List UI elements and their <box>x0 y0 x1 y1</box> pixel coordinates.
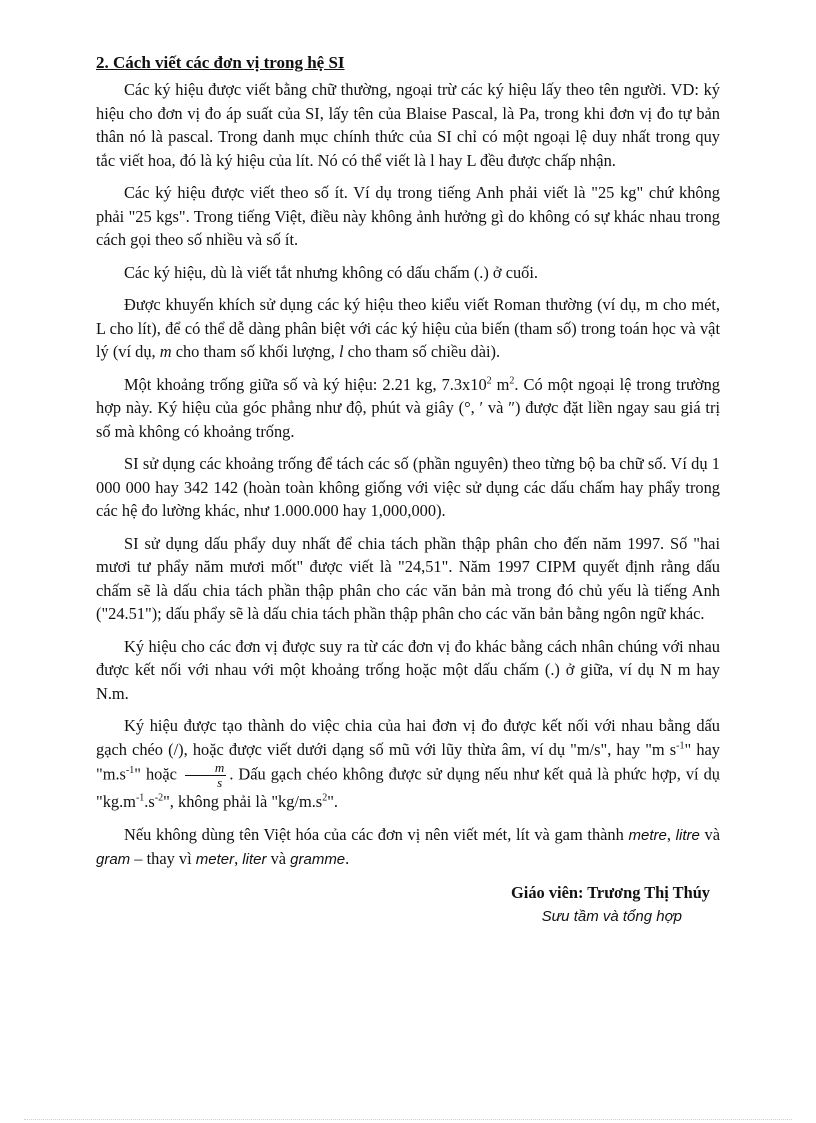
text-run: , <box>666 824 676 844</box>
paragraph-capitalization: Các ký hiệu được viết bằng chữ thường, ngoại trừ các ký hiệu lấy theo tên người. VD: ký hiệu cho đơn vị đo áp suất của SI, lấy tên của Blaise Pascal, là Pa, trong khi đơn vị đo tự bản thân nó là pascal. Trong danh mục chính thức của SI chỉ có một ngoại lệ duy nhất trong quy tắc viết hoa, đó là ký hiệu của lít. Nó có thể viết là l hay L đều được chấp nhận. <box>96 80 720 170</box>
text-run: ", không phải là "kg/m.s <box>163 792 323 811</box>
paragraph-digit-groups: SI sử dụng các khoảng trống để tách các số (phần nguyên) theo từng bộ ba chữ số. Ví dụ 1 000 000 hay 342 142 (hoàn toàn không giống với việc sử dụng các dấu chấm hay phẩy trong các hệ đo lường khác, như 1.000.000 hay 1,000,000). <box>96 454 720 520</box>
compiled-note: Sưu tầm và tổng hợp <box>541 907 682 925</box>
paragraph-spelling <box>96 823 720 872</box>
text-run: Được khuyến khích sử dụng các ký hiệu theo kiểu viết Roman thường (ví dụ, m cho mét, L cho lít), để có thể dễ dàng phân biệt với các ký hiệu của biến (tham số) trong toán học và vật lý (ví dụ, <box>96 295 720 361</box>
text-run: – thay vì <box>130 849 196 868</box>
text-run: . <box>345 849 350 868</box>
superscript: 2 <box>486 375 492 387</box>
section-heading: 2. Cách viết các đơn vị trong hệ SI <box>96 53 345 72</box>
fraction-numerator: m <box>185 761 226 776</box>
page-bottom-divider <box>24 1119 792 1120</box>
paragraph-no-period: Các ký hiệu, dù là viết tắt nhưng không có dấu chấm (.) ở cuối. <box>124 262 539 282</box>
paragraph-unit-products: Ký hiệu cho các đơn vị được suy ra từ các đơn vị đo khác bằng cách nhân chúng với nhau được kết nối với nhau với một khoảng trống hoặc một dấu chấm (.) ở giữa, ví dụ N m hay N.m. <box>96 636 720 703</box>
text-run: m <box>491 374 510 394</box>
text-run: Ký hiệu được tạo thành do việc chia của hai đơn vị đo được kết nối với nhau bằng dấu gạch chéo (/), hoặc được viết dưới dạng số mũ với lũy thừa âm, ví dụ "m/s", hay "m s <box>96 716 720 759</box>
superscript: -2 <box>154 792 164 804</box>
paragraph-roman-style <box>96 293 720 364</box>
italic-m: m <box>159 342 172 361</box>
text-run: Một khoảng trống giữa số và ký hiệu: 2.21 kg, 7.3x10 <box>124 374 487 394</box>
text-run: và <box>699 824 720 844</box>
superscript: -1 <box>135 792 145 804</box>
text-run: Nếu không dùng tên Việt hóa của các đơn vị nên viết mét, lít và gam thành <box>124 824 629 844</box>
italic-gram: gram <box>96 851 131 868</box>
signature-block <box>96 881 720 929</box>
text-run: , <box>234 849 243 868</box>
text-run: cho tham số chiều dài). <box>343 342 501 361</box>
italic-metre: metre <box>628 826 667 844</box>
fraction-denominator: s <box>217 775 223 790</box>
italic-gramme: gramme <box>290 851 346 868</box>
document-page <box>96 52 720 929</box>
paragraph-unit-division <box>96 714 720 814</box>
paragraph-singular: Các ký hiệu được viết theo số ít. Ví dụ trong tiếng Anh phải viết là "25 kg" chứ không phải "25 kgs". Trong tiếng Việt, điều này không ảnh hưởng gì do không có sự khác nhau trong cách gọi theo số nhiều và số ít. <box>96 183 720 249</box>
paragraph-spacing <box>96 373 720 444</box>
text-run: ". <box>327 792 338 811</box>
superscript: 2 <box>509 375 515 387</box>
italic-l: l <box>338 342 344 361</box>
text-run: .s <box>144 792 155 811</box>
paragraph-decimal-separator: SI sử dụng dấu phẩy duy nhất để chia tách phần thập phân cho đến năm 1997. Số "hai mươi tư phẩy năm mươi mốt" được viết là "24,51". Năm 1997 CIPM quyết định rằng dấu chấm sẽ là dấu chia tách phần thập phân cho các văn bản mà trong đó chủ yếu là tiếng Anh ("24.51"); dấu phẩy sẽ là dấu chia tách phần thập phân cho các văn bản bằng ngôn ngữ khác. <box>96 533 720 623</box>
text-run: . Dấu gạch chéo không được sử dụng nếu như kết quả là phức hợp, ví dụ "kg.m <box>96 764 720 811</box>
italic-meter: meter <box>195 851 235 868</box>
italic-liter: liter <box>242 851 267 868</box>
text-run: " hay "m.s <box>96 739 720 784</box>
superscript: 2 <box>322 792 328 804</box>
superscript: -1 <box>676 740 685 752</box>
text-run: . Có một ngoại lệ trong trường hợp này. Ký hiệu của góc phẳng như độ, phút và giây (°, ′ và ″) được đặt liền ngay sau giá trị số mà không có khoảng trống. <box>96 374 720 441</box>
text-run: " hoặc <box>134 764 177 784</box>
fraction-m-over-s <box>185 761 226 790</box>
text-run: cho tham số khối lượng, <box>171 342 339 361</box>
teacher-name: Giáo viên: Trương Thị Thúy <box>511 882 710 902</box>
text-run: và <box>266 849 291 868</box>
italic-litre: litre <box>675 826 700 844</box>
superscript: -1 <box>125 764 135 776</box>
